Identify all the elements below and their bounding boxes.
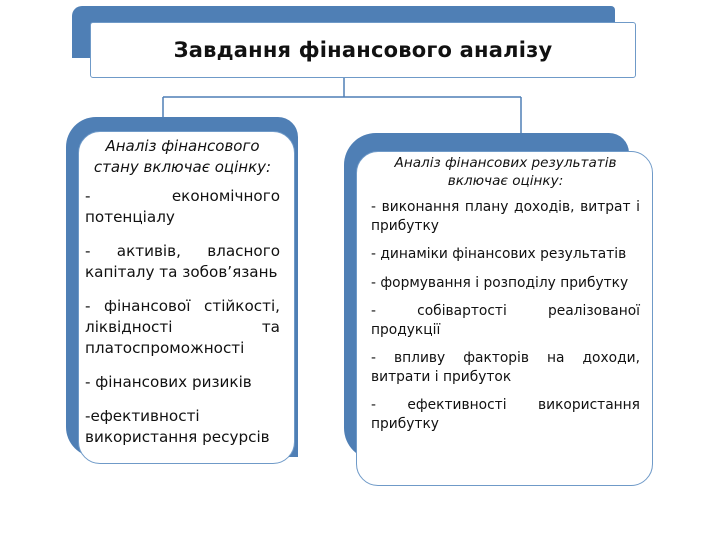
right-item-results-dynamics: - динаміки фінансових результатів [371, 246, 627, 262]
left-item-economic-potential: - економічного потенціалу [85, 187, 280, 226]
right-panel [356, 151, 653, 486]
right-item-profit-distribution: - формування і розподілу прибутку [371, 274, 629, 291]
right-item-profit-efficiency: - ефективності використання прибутку [371, 397, 640, 432]
left-panel-heading: Аналіз фінансового стану включає оцінку: [93, 137, 272, 176]
left-item-financial-risks: - фінансових ризиків [85, 373, 252, 391]
left-panel [78, 131, 295, 464]
left-item-resource-efficiency: -ефективності використання ресурсів [85, 407, 270, 446]
left-item-stability-liquidity: - фінансової стійкості, ліквідності та платоспроможності [85, 297, 280, 357]
right-panel-heading: Аналіз фінансових результатів включає оцінку: [394, 155, 617, 189]
right-item-plan-execution: - виконання плану доходів, витрат і прибутку [371, 199, 640, 234]
diagram-title: Завдання фінансового аналізу [173, 38, 553, 62]
right-item-factor-influence: - впливу факторів на доходи, витрати і прибуток [371, 350, 640, 385]
left-item-assets-capital: - активів, власного капіталу та зобов’язань [85, 242, 280, 281]
right-item-production-cost: - собівартості реалізованої продукції [371, 303, 640, 338]
